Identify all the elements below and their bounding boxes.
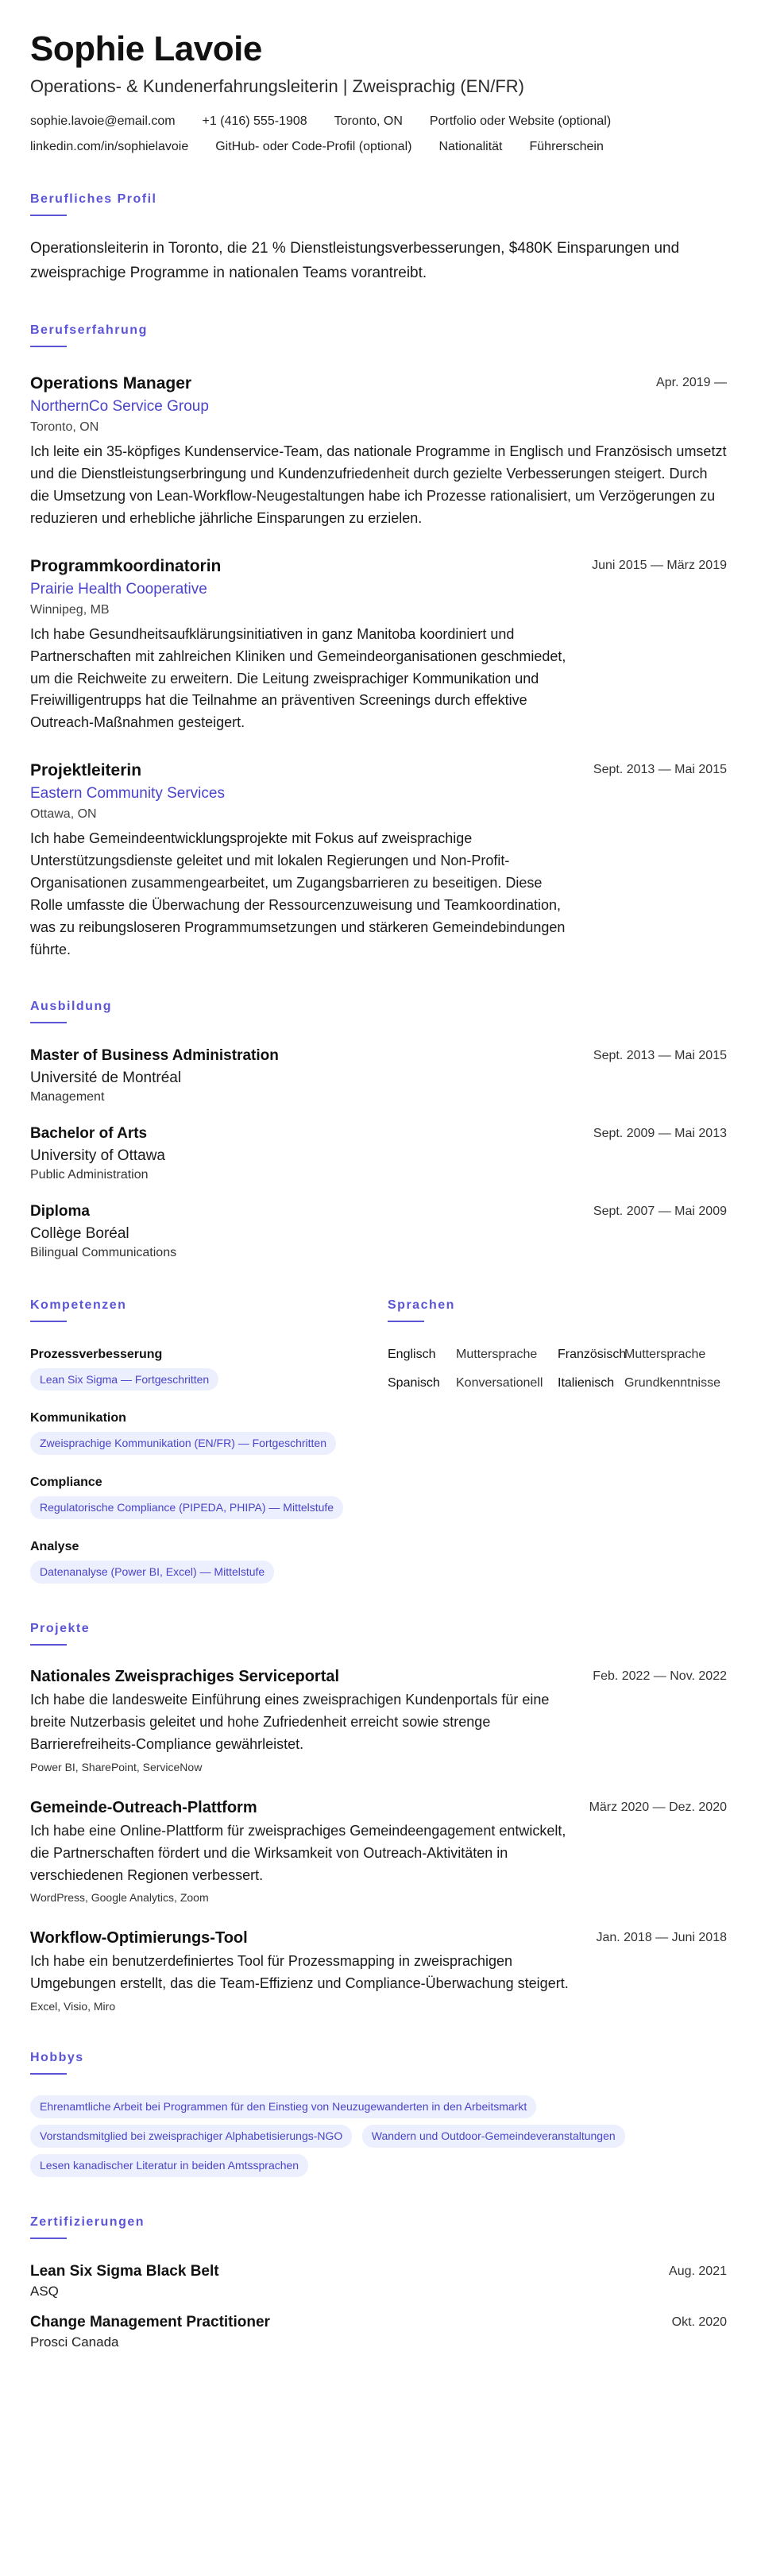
language-name: Spanisch — [388, 1375, 440, 1390]
language-level: Konversationell — [456, 1375, 543, 1390]
skill-category: Prozessverbesserung — [30, 1347, 163, 1361]
school: Collège Boréal — [30, 1224, 129, 1242]
hobby-chip: Vorstandsmitglied bei zweisprachiger Alphabetisierungs-NGO — [30, 2125, 352, 2148]
job-description: Ich habe Gemeindeentwicklungsprojekte mit Fokus auf zweisprachige Unterstützungsdienste geleitet und mit lokalen Regierungen und Non-Profit-Organisationen zusammengearbeitet, um Zugangsbarrieren zu beseitigen. Diese Rolle umfasste die Überwachung der Ressourcenzuweisung und Teamkoordination, was zu reibungsloseren Programmumsetzungen und stärkeren Gemeindebindungen führte. — [30, 830, 566, 957]
project-description: Ich habe ein benutzerdefiniertes Tool für Prozessmapping in zweisprachigen Umgebungen erstellt, das die Team-Effizienz und Compliance-Überwachung steigert. — [30, 1953, 569, 1992]
job-description: Ich habe Gesundheitsaufklärungsinitiativen in ganz Manitoba koordiniert und Partnerschaften mit zahlreichen Kliniken und Gemeindeorganisationen geschmiedet, um die Reichweite zu erweitern. Die Leitung zweisprachiger Kommunikation und Freiwilligentrupps hat die Teilnahme an präventiven Screenings durch effektive Outreach-Maßnahmen gesteigert. — [30, 625, 566, 731]
experience-section — [30, 323, 727, 961]
section-title: Sprachen — [388, 1298, 455, 1312]
degree: Bachelor of Arts — [30, 1124, 148, 1142]
entry-date: Sept. 2009 — Mai 2013 — [593, 1126, 727, 1140]
language-name: Englisch — [388, 1347, 436, 1361]
certification-entry — [30, 2314, 727, 2350]
section-divider — [30, 1022, 67, 1023]
language-name: Französisch — [558, 1347, 627, 1361]
job-location: Winnipeg, MB — [30, 602, 110, 617]
school: University of Ottawa — [30, 1147, 165, 1164]
certifications-section — [30, 2215, 727, 2350]
employer: Eastern Community Services — [30, 785, 225, 803]
contact-location: Toronto, ON — [334, 114, 403, 129]
project-entry — [30, 1799, 727, 1905]
entry-date: Feb. 2022 — Nov. 2022 — [593, 1669, 727, 1684]
section-divider — [30, 215, 67, 216]
job-location: Ottawa, ON — [30, 807, 97, 822]
contact-nationality: Nationalität — [438, 140, 503, 154]
skill-chip: Lean Six Sigma — Fortgeschritten — [30, 1368, 218, 1391]
certification-issuer: ASQ — [30, 2283, 59, 2299]
certification-name: Lean Six Sigma Black Belt — [30, 2262, 219, 2280]
language-name: Italienisch — [558, 1375, 615, 1390]
job-description: Ich leite ein 35-köpfiges Kundenservice-Team, das nationale Programme in Englisch und Französisch umsetzt und die Dienstleistungserbringung und Kundenzufriedenheit durch gezielte Verbesserungen steigert. Durch die Umsetzung von Lean-Workflow-Neugestaltungen habe ich Prozesse rationalisiert, um Verzögerungen zu reduzieren und erhebliche jährliche Einsparungen zu erzielen. — [30, 443, 727, 526]
project-entry — [30, 1668, 727, 1773]
skills-section — [30, 1298, 388, 1584]
experience-entry — [30, 557, 727, 734]
project-technologies: Excel, Visio, Miro — [30, 2000, 116, 2013]
contact-license: Führerschein — [529, 140, 604, 154]
entry-date: Aug. 2021 — [669, 2264, 727, 2278]
hobby-chip: Wandern und Outdoor-Gemeindeveranstaltungen — [362, 2125, 625, 2148]
field-of-study: Bilingual Communications — [30, 1245, 177, 1259]
education-entry — [30, 1047, 727, 1104]
job-title: Operations Manager — [30, 374, 192, 393]
school: Université de Montréal — [30, 1069, 182, 1086]
hobby-chip: Lesen kanadischer Literatur in beiden Amtssprachen — [30, 2154, 308, 2177]
entry-date: März 2020 — Dez. 2020 — [589, 1800, 727, 1814]
skill-category: Analyse — [30, 1540, 79, 1554]
candidate-headline: Operations- & Kundenerfahrungsleiterin | Zweisprachig (EN/FR) — [30, 76, 524, 97]
field-of-study: Public Administration — [30, 1167, 149, 1182]
section-divider — [30, 1644, 67, 1646]
section-divider — [30, 1321, 67, 1322]
contact-linkedin[interactable]: linkedin.com/in/sophielavoie — [30, 140, 189, 154]
entry-date: Sept. 2013 — Mai 2015 — [593, 763, 727, 777]
languages-section — [388, 1298, 727, 1584]
contact-email[interactable]: sophie.lavoie@email.com — [30, 114, 176, 129]
job-title: Programmkoordinatorin — [30, 556, 222, 575]
employer: NorthernCo Service Group — [30, 398, 209, 416]
section-title: Berufliches Profil — [30, 192, 157, 207]
education-entry — [30, 1203, 727, 1260]
profile-section — [30, 192, 727, 285]
language-list — [388, 1348, 727, 1390]
contact-list — [30, 114, 727, 154]
certification-issuer: Prosci Canada — [30, 2334, 119, 2350]
language-level: Grundkenntnisse — [624, 1375, 720, 1390]
language-level: Muttersprache — [456, 1347, 538, 1361]
project-title: Gemeinde-Outreach-Plattform — [30, 1798, 257, 1816]
contact-github[interactable]: GitHub- oder Code-Profil (optional) — [215, 140, 412, 154]
skills-languages-row — [30, 1298, 727, 1584]
project-description: Ich habe die landesweite Einführung eines zweisprachigen Kundenportals für eine breite Nutzerbasis geleitet und hohe Zufriedenheit erreicht sowie strenge Barrierefreiheits-Compliance gewährleistet. — [30, 1692, 550, 1752]
entry-date: Juni 2015 — März 2019 — [592, 558, 727, 572]
entry-date: Jan. 2018 — Juni 2018 — [596, 1931, 727, 1945]
section-divider — [30, 2073, 67, 2075]
section-divider — [30, 2238, 67, 2239]
skill-chip: Datenanalyse (Power BI, Excel) — Mittelstufe — [30, 1561, 274, 1584]
section-title: Kompetenzen — [30, 1298, 127, 1312]
skill-category: Compliance — [30, 1476, 102, 1490]
project-title: Nationales Zweisprachiges Serviceportal — [30, 1668, 340, 1686]
candidate-name: Sophie Lavoie — [30, 29, 262, 68]
contact-portfolio[interactable]: Portfolio oder Website (optional) — [429, 114, 612, 129]
section-title: Berufserfahrung — [30, 323, 148, 338]
section-title: Ausbildung — [30, 999, 112, 1013]
profile-summary: Operationsleiterin in Toronto, die 21 % Dienstleistungsverbesserungen, $480K Einsparungen und zweisprachige Programme in nationalen Teams vorantreibt. — [30, 240, 680, 281]
experience-entry — [30, 374, 727, 530]
section-divider — [388, 1321, 424, 1322]
hobby-chip: Ehrenamtliche Arbeit bei Programmen für den Einstieg von Neuzugewanderten in den Arbeitsmarkt — [30, 2095, 536, 2118]
education-section — [30, 1000, 727, 1260]
resume-header — [30, 30, 727, 154]
project-technologies: WordPress, Google Analytics, Zoom — [30, 1891, 209, 1905]
experience-entry — [30, 761, 727, 961]
section-title: Zertifizierungen — [30, 2214, 145, 2229]
section-title: Hobbys — [30, 2051, 84, 2065]
skill-chip: Zweisprachige Kommunikation (EN/FR) — Fortgeschritten — [30, 1432, 336, 1455]
language-level: Muttersprache — [624, 1347, 706, 1361]
contact-phone[interactable]: +1 (416) 555-1908 — [202, 114, 307, 129]
employer: Prairie Health Cooperative — [30, 580, 207, 598]
hobbies-section — [30, 2051, 727, 2177]
entry-date: Okt. 2020 — [671, 2315, 727, 2329]
section-title: Projekte — [30, 1622, 91, 1636]
job-location: Toronto, ON — [30, 420, 99, 435]
project-technologies: Power BI, SharePoint, ServiceNow — [30, 1760, 203, 1773]
hobby-list — [30, 2089, 727, 2177]
skill-chip: Regulatorische Compliance (PIPEDA, PHIPA) — Mittelstufe — [30, 1496, 343, 1519]
project-entry — [30, 1929, 727, 2013]
project-title: Workflow-Optimierungs-Tool — [30, 1929, 248, 1947]
projects-section — [30, 1622, 727, 2013]
education-entry — [30, 1125, 727, 1182]
certification-entry — [30, 2263, 727, 2299]
skill-category: Kommunikation — [30, 1411, 126, 1425]
entry-date: Sept. 2007 — Mai 2009 — [593, 1204, 727, 1218]
section-divider — [30, 346, 67, 347]
field-of-study: Management — [30, 1089, 105, 1104]
job-title: Projektleiterin — [30, 761, 142, 780]
degree: Master of Business Administration — [30, 1046, 279, 1064]
degree: Diploma — [30, 1202, 90, 1220]
project-description: Ich habe eine Online-Plattform für zweisprachiges Gemeindeengagement entwickelt, die Partnerschaften fördert und die Wirksamkeit von Outreach-Aktivitäten in verschiedenen Regionen verbessert. — [30, 1822, 566, 1883]
certification-name: Change Management Practitioner — [30, 2313, 270, 2330]
entry-date: Sept. 2013 — Mai 2015 — [593, 1048, 727, 1062]
entry-date: Apr. 2019 — — [656, 376, 727, 390]
